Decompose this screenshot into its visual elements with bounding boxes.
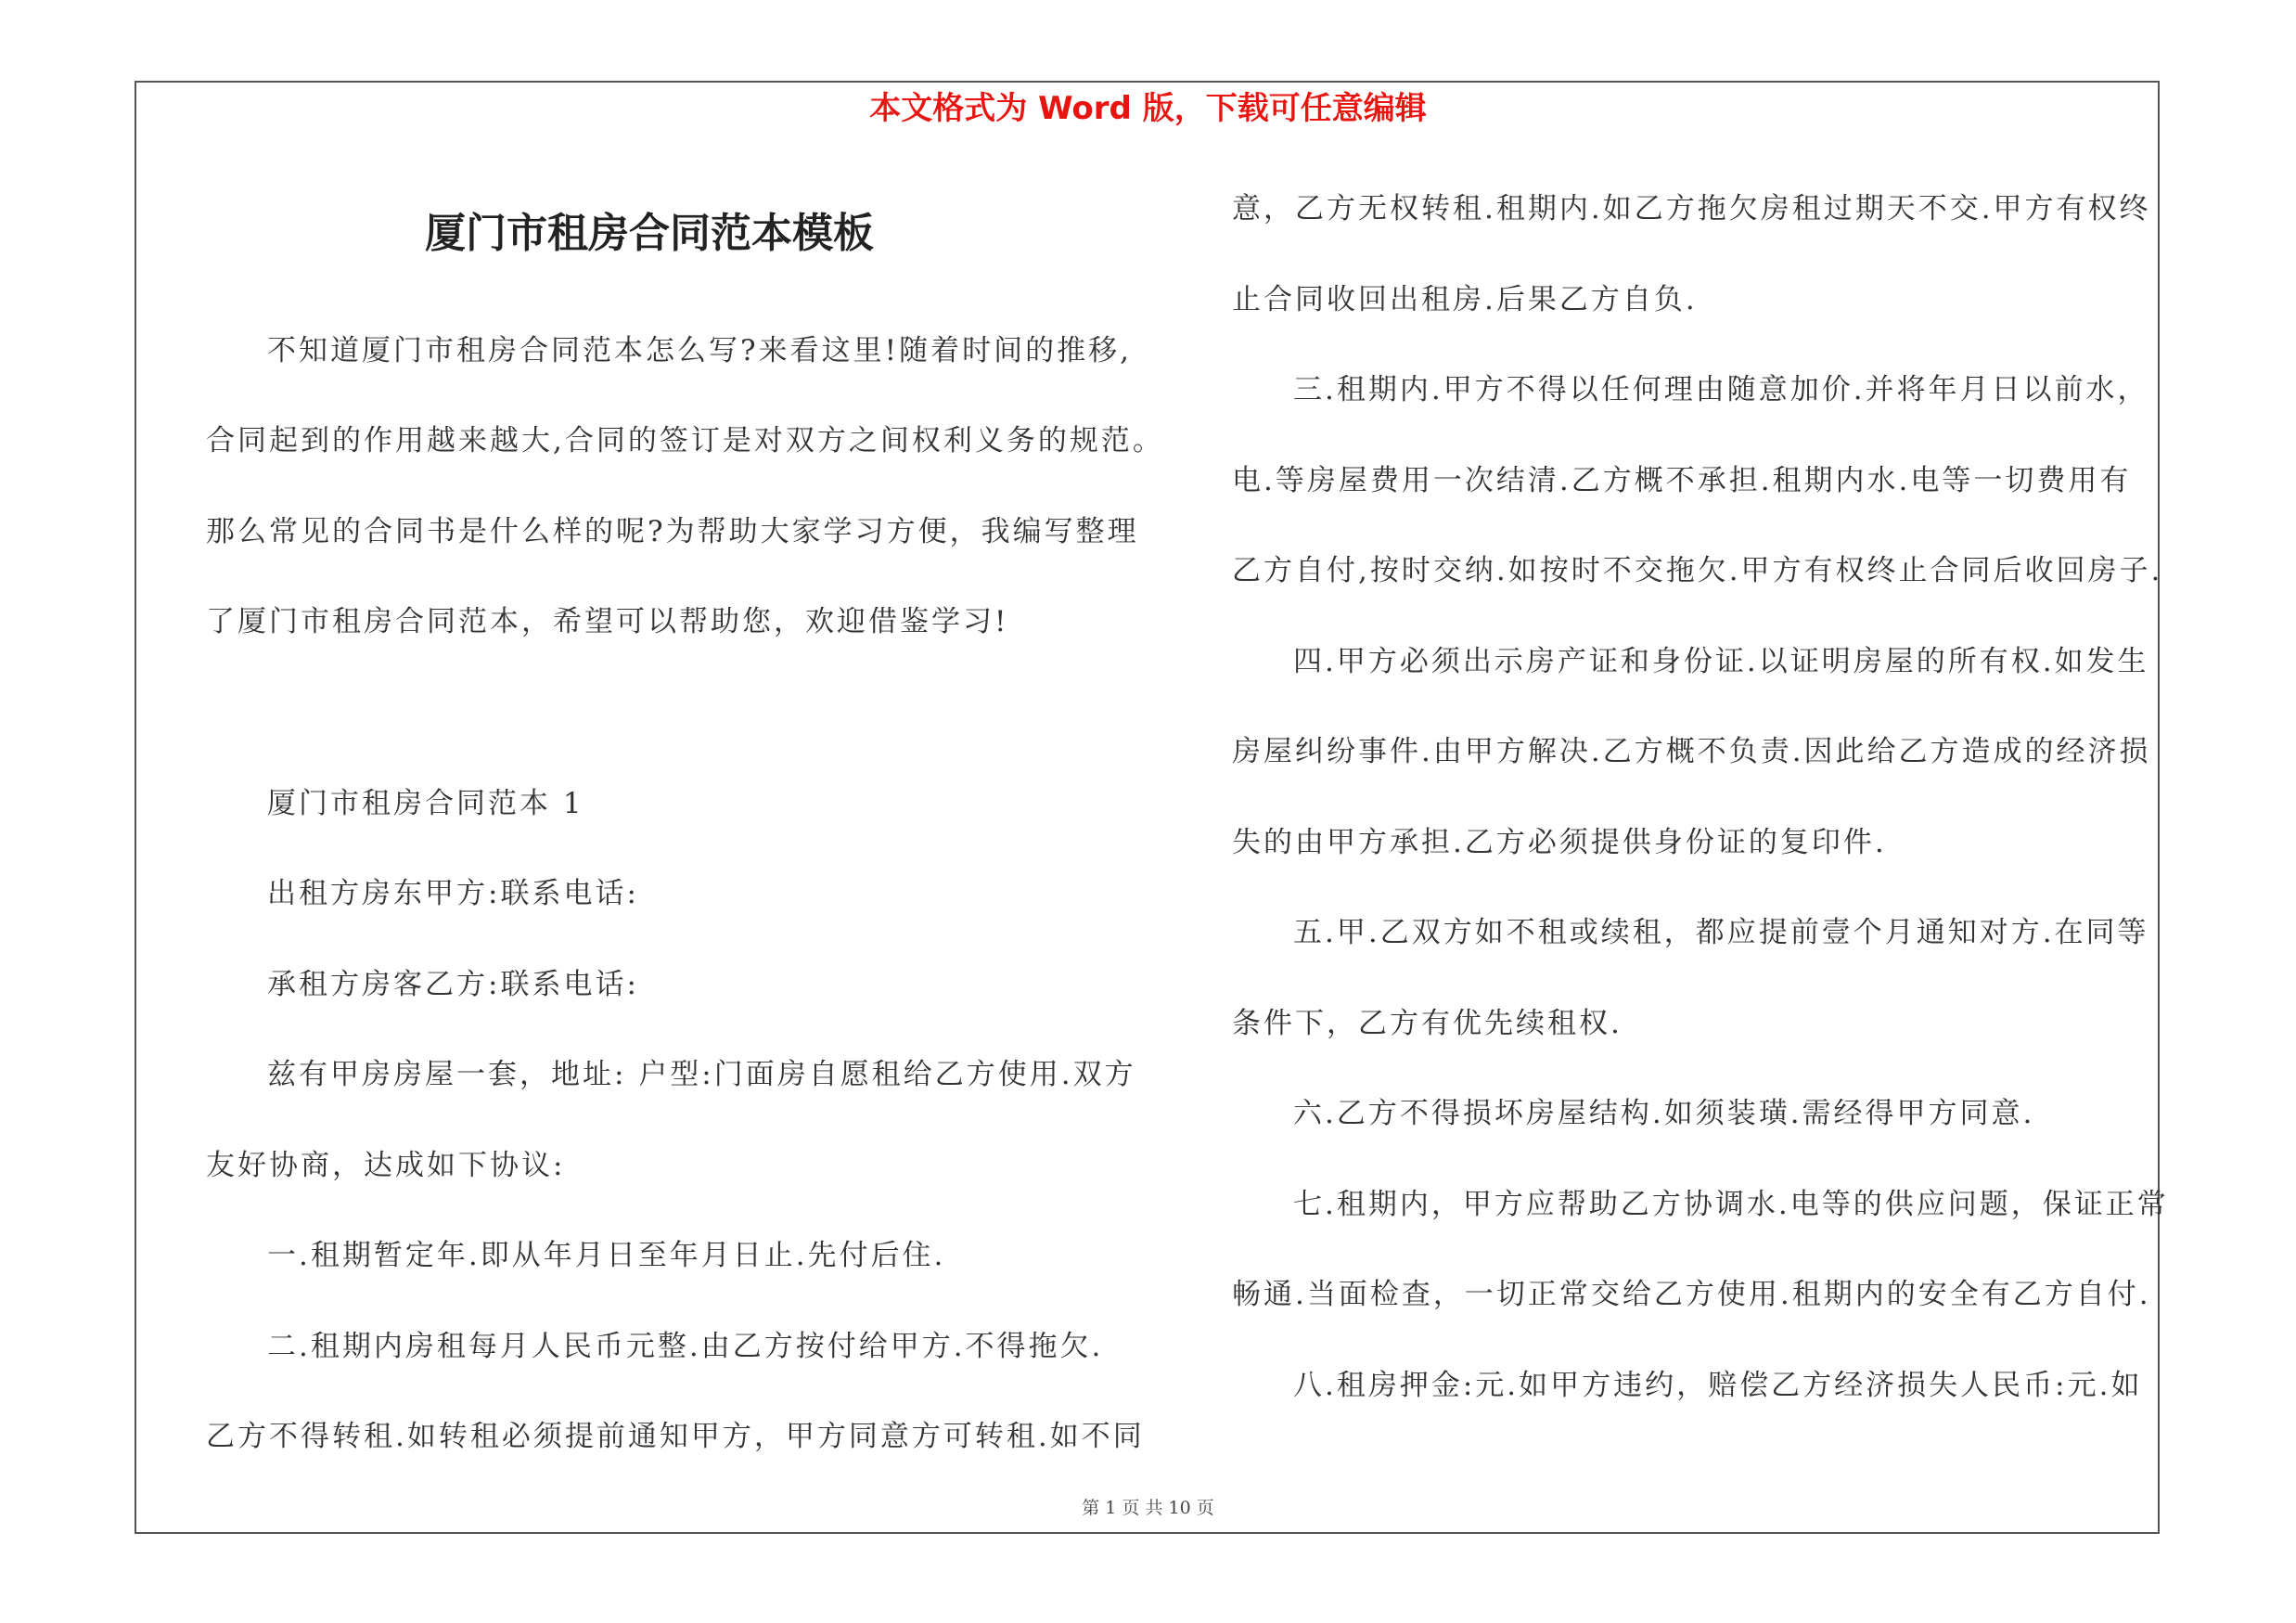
paragraph-line: 承租方房客乙方:联系电话: [267, 968, 639, 1001]
paragraph-line: 条件下，乙方有优先续租权. [1232, 1007, 1623, 1040]
paragraph-line: 出租方房东甲方:联系电话: [267, 877, 639, 910]
paragraph-line: 兹有甲房房屋一套，地址: 户型:门面房自愿租给乙方使用.双方 [267, 1058, 1136, 1091]
paragraph-line: 不知道厦门市租房合同范本怎么写?来看这里!随着时间的推移, [267, 334, 1132, 367]
page-number: 第 1 页 共 10 页 [1082, 1498, 1214, 1518]
paragraph-line: 一.租期暂定年.即从年月日至年月日止.先付后住. [267, 1239, 946, 1272]
paragraph-line: 五.甲.乙双方如不租或续租，都应提前壹个月通知对方.在同等 [1293, 916, 2149, 949]
paragraph-line: 四.甲方必须出示房产证和身份证.以证明房屋的所有权.如发生 [1293, 645, 2149, 678]
paragraph-line: 房屋纠纷事件.由甲方解决.乙方概不负责.因此给乙方造成的经济损 [1232, 735, 2151, 768]
paragraph-line: 了厦门市租房合同范本，希望可以帮助您，欢迎借鉴学习! [206, 605, 1009, 638]
paragraph-line: 电.等房屋费用一次结清.乙方概不承担.租期内水.电等一切费用有 [1232, 464, 2132, 497]
paragraph-line: 乙方自付,按时交纳.如按时不交拖欠.甲方有权终止合同后收回房子. [1232, 554, 2163, 587]
paragraph-line: 那么常见的合同书是什么样的呢?为帮助大家学习方便，我编写整理 [206, 515, 1139, 548]
paragraph-line: 止合同收回出租房.后果乙方自负. [1232, 283, 1698, 316]
section-heading: 厦门市租房合同范本 1 [267, 787, 584, 820]
paragraph-line: 意，乙方无权转租.租期内.如乙方拖欠房租过期天不交.甲方有权终 [1232, 192, 2151, 225]
paragraph-line: 七.租期内，甲方应帮助乙方协调水.电等的供应问题，保证正常 [1293, 1188, 2169, 1221]
paragraph-line: 失的由甲方承担.乙方必须提供身份证的复印件. [1232, 826, 1887, 859]
paragraph-line: 友好协商，达成如下协议: [206, 1149, 566, 1182]
paragraph-line: 八.租房押金:元.如甲方违约，赔偿乙方经济损失人民币:元.如 [1293, 1369, 2143, 1402]
paragraph-line: 合同起到的作用越来越大,合同的签订是对双方之间权利义务的规范。 [206, 424, 1164, 457]
paragraph-line: 二.租期内房租每月人民币元整.由乙方按付给甲方.不得拖欠. [267, 1330, 1104, 1363]
paragraph-line: 六.乙方不得损坏房屋结构.如须装璜.需经得甲方同意. [1293, 1097, 2035, 1130]
paragraph-line: 畅通.当面检查，一切正常交给乙方使用.租期内的安全有乙方自付. [1232, 1278, 2151, 1311]
document-title: 厦门市租房合同范本模板 [425, 210, 874, 257]
paragraph-line: 乙方不得转租.如转租必须提前通知甲方，甲方同意方可转租.如不同 [206, 1420, 1145, 1453]
paragraph-line: 三.租期内.甲方不得以任何理由随意加价.并将年月日以前水， [1293, 373, 2149, 406]
word-format-banner: 本文格式为 Word 版，下载可任意编辑 [869, 90, 1427, 127]
